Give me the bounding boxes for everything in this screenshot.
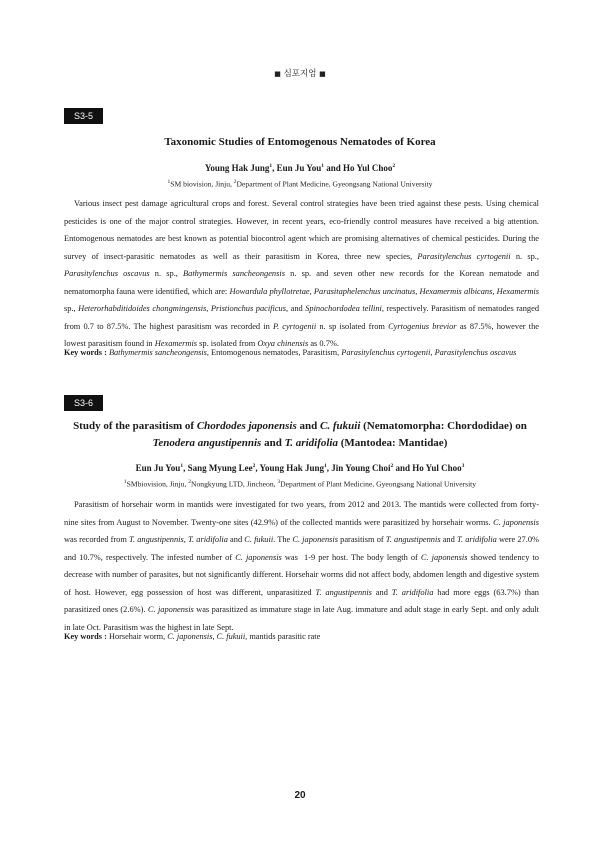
header-square-left: ■ bbox=[274, 70, 281, 78]
keywords-s3-6 bbox=[64, 631, 539, 643]
keywords-s3-5 bbox=[64, 347, 539, 359]
header-square-right: ■ bbox=[319, 70, 326, 78]
abstract-body-s3-6: Parasitism of horsehair worm in mantids were investigated for two years, from 2012 and 2013. The mantids were collected from forty-nine sites from August to November. Twenty-one sites (42.9%) of the collected mantids were parasitized by horsehair worms. C. japonensis was recorded from T. angustipennis, T. aridifolia and C. fukuii. The C. japonensis parasitism of T. angustipennis and T. aridifolia were 27.0% and 10.7%, respectively. The infested number of C. japonensis was 1-9 per host. The body length of C. japonensis showed tendency to decrease with number of parasites, but not significantly different. Horsehair worms did not affect body, abdomen length and digestive system of host. However, egg possession of host was different, unparasitized T. angustipennis and T. aridifolia had more eggs (63.7%) than parasitized ones (2.6%). C. japonensis was parasitized as immature stage in late Aug. immature and adult stage in early Sept. and only adult in late Oct. Parasitism was the highest in late Sept. bbox=[64, 500, 539, 632]
abstract-title-s3-6: Study of the parasitism of Chordodes japonensis and C. fukuii (Nematomorpha: Chordodidae) on Tenodera angustipennis and T. aridifolia (Mantodea: Mantidae) bbox=[73, 420, 527, 449]
keywords-label: Key words : bbox=[64, 348, 107, 357]
authors-s3-5: Young Hak Jung$^1$, Eun Ju You$^1$ and Ho Yul Choo$^2$ bbox=[204, 163, 396, 173]
affiliations-s3-5: $^1$SM biovision, Jinju, $^2$Department of Plant Medicine, Gyeongsang National University bbox=[167, 179, 433, 189]
authors-s3-6: Eun Ju You$^1$, Sang Myung Lee$^2$, Young Hak Jung$^1$, Jin Young Choi$^2$ and Ho Yul Choo$^3$ bbox=[135, 463, 465, 473]
abstract-title-s3-5: Taxonomic Studies of Entomogenous Nematodes of Korea bbox=[164, 136, 436, 148]
abstract-body-s3-5: Various insect pest damage agricultural crops and forest. Several control strategies have been tried against these pests. Using chemical pesticides is one of the major control strategies. However, in recent years, eco-friendly control measures have received a big attention. Entomogenous nematodes are best known as potential biocontrol agent which are promising alternatives of chemical pesticides. During the survey of insect-parasitic nematodes as well as their parasitism in Korea, three new species, Parasitylenchus cyrtogenii n. sp., Parasitylenchus oscavus n. sp., Bathymermis sancheongensis n. sp. and seven other new records for the Korean nematode and nematomorpha fauna were identified, which are: Howardula phyllotretae, Parasitaphelenchus uncinatus, Hexamermis albicans, Hexamermis sp., Heterorhabditidoides chongmingensis, Pristionchus pacificus, and Spinochordodea tellini, respectively. Parasitism of nematodes ranged from 0.7 to 87.5%. The highest parasitism was recorded in P. cyrtogenii n. sp isolated from Cyrtogenius brevior as 87.5%, however the lowest parasitism found in Hexamermis sp. isolated from Oxya chinensis as 0.7%. bbox=[64, 199, 540, 348]
running-header bbox=[0, 67, 600, 79]
header-title: 심포지엄 bbox=[283, 69, 317, 79]
keywords-list: Horsehair worm, C. japonensis, C. fukuii, mantids parasitic rate bbox=[108, 632, 321, 641]
affiliations-s3-6: $^1$SMbiovision, Jinju, $^2$Nongkyung LTD, Jincheon, $^3$Department of Plant Medicine, Gyeongsang National University bbox=[123, 479, 477, 489]
keywords-label: Key words : bbox=[64, 632, 107, 641]
keywords-list: Bathymermis sancheongensis, Entomogenous nematodes, Parasitism, Parasitylenchus cyrtogenii, Parasitylenchus oscavus bbox=[108, 348, 517, 357]
page-number: 20 bbox=[294, 790, 306, 801]
section-badge-s3-6: S3-6 bbox=[64, 395, 103, 411]
section-badge-s3-5: S3-5 bbox=[64, 108, 103, 124]
